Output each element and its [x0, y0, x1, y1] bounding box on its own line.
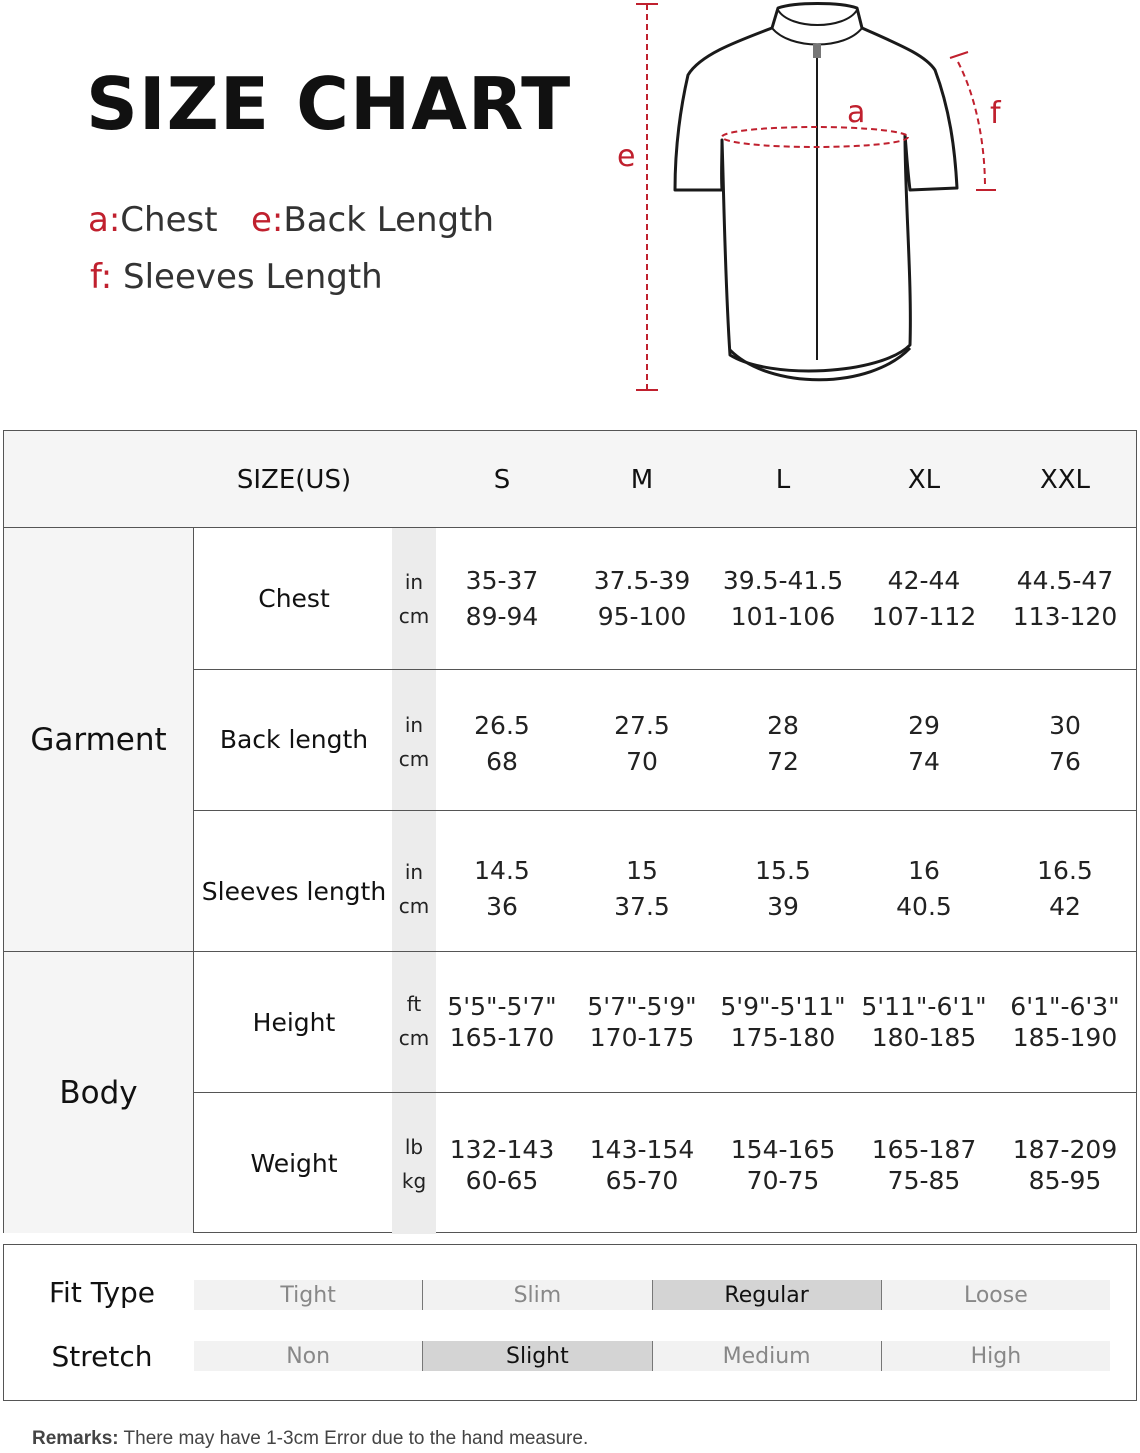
size-header-s: S — [493, 464, 511, 495]
legend-sleeves-length — [90, 257, 383, 297]
value-secondary: 36 — [486, 892, 518, 921]
unit-primary: lb — [404, 1135, 424, 1159]
value-secondary: 68 — [486, 747, 518, 776]
legend-key: a: — [88, 200, 121, 240]
unit-cell — [392, 1134, 436, 1194]
value-primary: 27.5 — [614, 711, 670, 740]
value-primary: 154-165 — [730, 1135, 836, 1164]
legend-label: Sleeves Length — [123, 257, 383, 297]
value-cell — [995, 991, 1135, 1053]
legend-label: Back Length — [283, 200, 494, 240]
value-cell — [713, 854, 853, 924]
value-cell — [995, 709, 1135, 779]
value-primary: 29 — [908, 711, 940, 740]
value-secondary: 72 — [767, 747, 799, 776]
size-header-l: L — [775, 464, 791, 495]
value-primary: 165-187 — [871, 1135, 977, 1164]
group-body: Body — [4, 952, 194, 1233]
size-header-xxl: XXL — [1039, 464, 1091, 495]
value-cell — [995, 564, 1135, 634]
mark-a: a — [847, 95, 866, 130]
size-header-label: SIZE(US) — [236, 464, 352, 495]
value-secondary: 165-170 — [449, 1023, 555, 1052]
value-secondary: 70-75 — [746, 1166, 820, 1195]
value-primary: 5'11"-6'1" — [861, 992, 987, 1021]
value-secondary: 75-85 — [887, 1166, 961, 1195]
value-secondary: 107-112 — [871, 602, 977, 631]
legend-back-length — [251, 200, 494, 240]
unit-primary: ft — [406, 992, 422, 1016]
stretch-scale — [194, 1341, 1110, 1371]
fit-option-slim: Slim — [422, 1280, 651, 1310]
value-primary: 44.5-47 — [1016, 566, 1114, 595]
value-primary: 16 — [908, 856, 940, 885]
unit-secondary: kg — [401, 1169, 427, 1193]
stretch-option-medium: Medium — [652, 1341, 881, 1371]
fit-option-regular: Regular — [652, 1280, 881, 1310]
unit-cell — [392, 991, 436, 1051]
value-cell — [572, 854, 712, 924]
value-cell — [572, 709, 712, 779]
value-cell — [854, 991, 994, 1053]
value-primary: 28 — [767, 711, 799, 740]
remarks — [32, 1428, 588, 1450]
value-cell — [713, 991, 853, 1053]
row-name-back-length: Back length — [219, 725, 369, 754]
legend-key: f: — [90, 257, 113, 297]
stretch-label: Stretch — [51, 1340, 153, 1373]
value-primary: 187-209 — [1012, 1135, 1118, 1164]
value-secondary: 65-70 — [605, 1166, 679, 1195]
value-cell — [572, 991, 712, 1053]
value-secondary: 89-94 — [465, 602, 539, 631]
value-secondary: 101-106 — [730, 602, 836, 631]
value-secondary: 39 — [767, 892, 799, 921]
unit-secondary: cm — [398, 894, 430, 918]
value-primary: 37.5-39 — [593, 566, 691, 595]
value-secondary: 113-120 — [1012, 602, 1118, 631]
stretch-option-slight: Slight — [422, 1341, 651, 1371]
stretch-option-high: High — [881, 1341, 1110, 1371]
value-cell — [995, 854, 1135, 924]
value-secondary: 76 — [1049, 747, 1081, 776]
fit-stretch-panel — [3, 1244, 1137, 1401]
group-garment: Garment — [4, 528, 194, 952]
value-cell — [432, 854, 572, 924]
legend-chest — [88, 200, 218, 240]
value-secondary: 180-185 — [871, 1023, 977, 1052]
value-primary: 42-44 — [887, 566, 961, 595]
legend-label: Chest — [120, 200, 218, 240]
value-primary: 16.5 — [1037, 856, 1093, 885]
value-cell — [432, 709, 572, 779]
fit-option-tight: Tight — [194, 1280, 422, 1310]
value-cell — [995, 1134, 1135, 1196]
remarks-label: Remarks: — [32, 1428, 119, 1449]
mark-e: e — [617, 139, 636, 174]
value-primary: 15 — [626, 856, 658, 885]
value-primary: 14.5 — [474, 856, 530, 885]
legend-key: e: — [251, 200, 284, 240]
size-header-xl: XL — [907, 464, 941, 495]
unit-cell — [392, 854, 436, 924]
value-primary: 26.5 — [474, 711, 530, 740]
value-secondary: 74 — [908, 747, 940, 776]
unit-primary: in — [404, 570, 424, 594]
value-secondary: 42 — [1049, 892, 1081, 921]
value-cell — [432, 1134, 572, 1196]
value-primary: 30 — [1049, 711, 1081, 740]
row-name-sleeves-length: Sleeves length — [201, 877, 387, 906]
row-name-height: Height — [252, 1008, 336, 1037]
unit-secondary: cm — [398, 604, 430, 628]
value-secondary: 37.5 — [614, 892, 670, 921]
value-secondary: 85-95 — [1028, 1166, 1102, 1195]
remarks-text: There may have 1-3cm Error due to the hand measure. — [123, 1428, 589, 1449]
fit-option-loose: Loose — [881, 1280, 1110, 1310]
value-cell — [854, 854, 994, 924]
value-cell — [713, 709, 853, 779]
value-cell — [432, 564, 572, 634]
value-cell — [713, 564, 853, 634]
value-cell — [854, 564, 994, 634]
unit-primary: in — [404, 860, 424, 884]
value-cell — [713, 1134, 853, 1196]
value-primary: 5'7"-5'9" — [587, 992, 697, 1021]
value-secondary: 185-190 — [1012, 1023, 1118, 1052]
row-name-weight: Weight — [250, 1149, 338, 1178]
value-secondary: 70 — [626, 747, 658, 776]
value-secondary: 60-65 — [465, 1166, 539, 1195]
back-length-measure-icon — [636, 4, 658, 390]
value-primary: 6'1"-6'3" — [1010, 992, 1120, 1021]
value-secondary: 95-100 — [597, 602, 687, 631]
stretch-option-non: Non — [194, 1341, 422, 1371]
jersey-diagram — [600, 0, 1020, 400]
value-cell — [572, 1134, 712, 1196]
zipper-pull — [813, 44, 821, 58]
unit-cell — [392, 564, 436, 634]
unit-primary: in — [404, 713, 424, 737]
value-primary: 35-37 — [465, 566, 539, 595]
unit-secondary: cm — [398, 1026, 430, 1050]
value-primary: 132-143 — [449, 1135, 555, 1164]
fit-type-label: Fit Type — [48, 1276, 156, 1309]
unit-secondary: cm — [398, 747, 430, 771]
value-secondary: 40.5 — [896, 892, 952, 921]
value-primary: 15.5 — [755, 856, 811, 885]
value-secondary: 175-180 — [730, 1023, 836, 1052]
page-title: SIZE CHART — [86, 62, 572, 146]
value-cell — [432, 991, 572, 1053]
size-header-m: M — [630, 464, 654, 495]
size-table — [3, 430, 1137, 1233]
value-primary: 5'5"-5'7" — [447, 992, 557, 1021]
value-primary: 5'9"-5'11" — [720, 992, 846, 1021]
value-cell — [572, 564, 712, 634]
value-primary: 143-154 — [589, 1135, 695, 1164]
table-header-row — [4, 431, 1136, 528]
mark-f: f — [990, 96, 1001, 131]
value-primary: 39.5-41.5 — [722, 566, 844, 595]
value-cell — [854, 1134, 994, 1196]
value-secondary: 170-175 — [589, 1023, 695, 1052]
fit-type-scale — [194, 1280, 1110, 1310]
row-name-chest: Chest — [258, 584, 330, 613]
value-cell — [854, 709, 994, 779]
unit-cell — [392, 707, 436, 777]
